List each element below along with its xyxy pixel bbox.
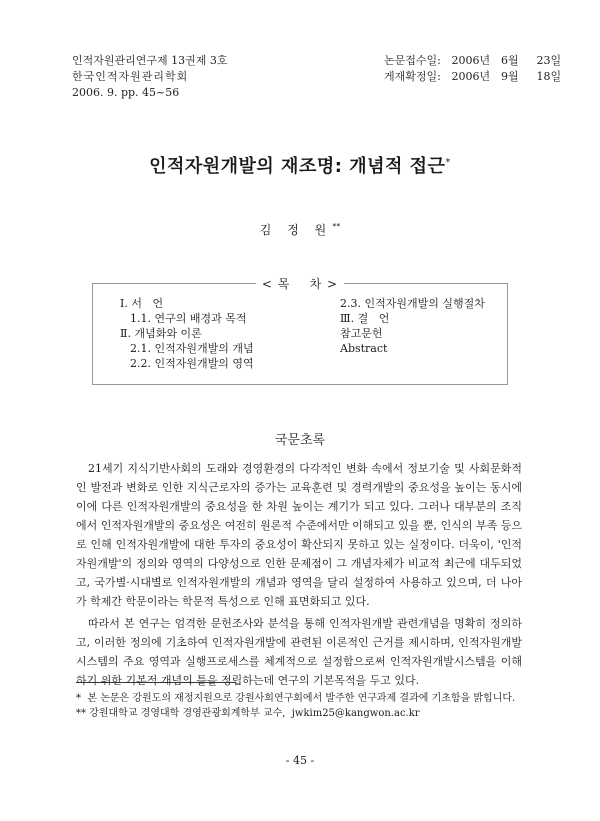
abstract-paragraph: 21세기 지식기반사회의 도래와 경영환경의 다각적인 변화 속에서 정보기술 및 사회문화적인 발전과 변화로 인한 지식근로자의 증가는 교육훈련 및 경력개발의 중요성을 높이는 동시에 이에 다른 인적자원개발의 중요성을 한 차원 높이는 계기가 되고 있다. 그러나 대부분의 조직에서 인적자원개발의 중요성은 여전히 원론적 수준에서만 이해되고 있을 뿐, 인식의 부족 등으로 인해 인적자원개발에 대한 투자의 중요성이 확산되지 못하고 있는 실정이다. 더욱이, '인적자원개발'의 정의와 영역의 다양성으로 인한 문제점이 그 개념자체가 비교적 최근에 대두되었고, 국가별·시대별로 인적자원개발의 개념과 영역을 달리 설정하여 사용하고 있으며, 더 나아가 학제간 학문이라는 학문적 특성으로 인해 표면화되고 있다. — [76, 462, 522, 608]
abstract-paragraph: 따라서 본 연구는 엄격한 문헌조사와 분석을 통해 인적자원개발 관련개념을 명확히 정의하고, 이러한 정의에 기초하여 인적자원개발에 관련된 이론적인 근거를 제시하며, 인적자원개발시스템의 주요 영역과 실행프로세스를 체계적으로 설정함으로써 인적자원개발시스템을 이해하기 위한 기본적 개념의 틀을 정립하는데 연구의 기본목적을 두고 있다. — [76, 617, 522, 687]
page-number: - 45 - — [285, 754, 315, 767]
toc-item: Ⅲ. 결 언 — [340, 312, 390, 325]
footnotes — [76, 691, 526, 721]
accepted-date: 게재확정일: 2006년 9월 18일 — [384, 70, 562, 83]
journal-society: 한국인적자원관리학회 — [72, 70, 189, 83]
journal-pages: 2006. 9. pp. 45~56 — [72, 86, 180, 99]
toc-item: Ⅰ. 서 언 — [120, 297, 164, 310]
author — [0, 221, 600, 238]
submission-info — [384, 53, 561, 85]
received-date: 논문접수일: 2006년 6월 23일 — [384, 54, 562, 67]
author-name: 김 정 원 — [259, 223, 333, 237]
toc-item: 참고문헌 — [340, 327, 383, 340]
footnote-divider — [76, 682, 236, 683]
footnote-author: ** 강원대학교 경영대학 경영관광회계학부 교수, jwkim25@kangwon.ac.kr — [76, 708, 420, 719]
toc-item: 1.1. 연구의 배경과 목적 — [130, 312, 247, 325]
toc-right-column — [340, 296, 485, 356]
footnote-funding: * 본 논문은 강원도의 재정지원으로 강원사회연구회에서 발주한 연구과제 결과에 기초함을 밝힙니다. — [76, 693, 516, 704]
toc-item: 2.1. 인적자원개발의 개념 — [130, 342, 254, 355]
toc-heading-text: < 목 차 > — [256, 277, 344, 291]
toc-item: 2.3. 인적자원개발의 실행절차 — [340, 297, 485, 310]
author-footnote-mark: ** — [332, 222, 341, 231]
title-footnote-mark: * — [445, 157, 451, 168]
journal-info — [72, 53, 228, 101]
toc-item: Abstract — [340, 342, 388, 355]
paper-title-text: 인적자원개발의 재조명: 개념적 접근 — [149, 156, 446, 177]
toc-heading — [0, 275, 600, 292]
toc-item: Ⅱ. 개념화와 이론 — [120, 327, 202, 340]
abstract-heading: 국문초록 — [274, 433, 326, 448]
abstract-body — [76, 459, 522, 693]
toc-item: 2.2. 인적자원개발의 영역 — [130, 357, 254, 370]
paper-title — [0, 152, 600, 178]
toc-left-column — [120, 296, 254, 371]
journal-volume: 인적자원관리연구제 13권제 3호 — [72, 54, 228, 67]
